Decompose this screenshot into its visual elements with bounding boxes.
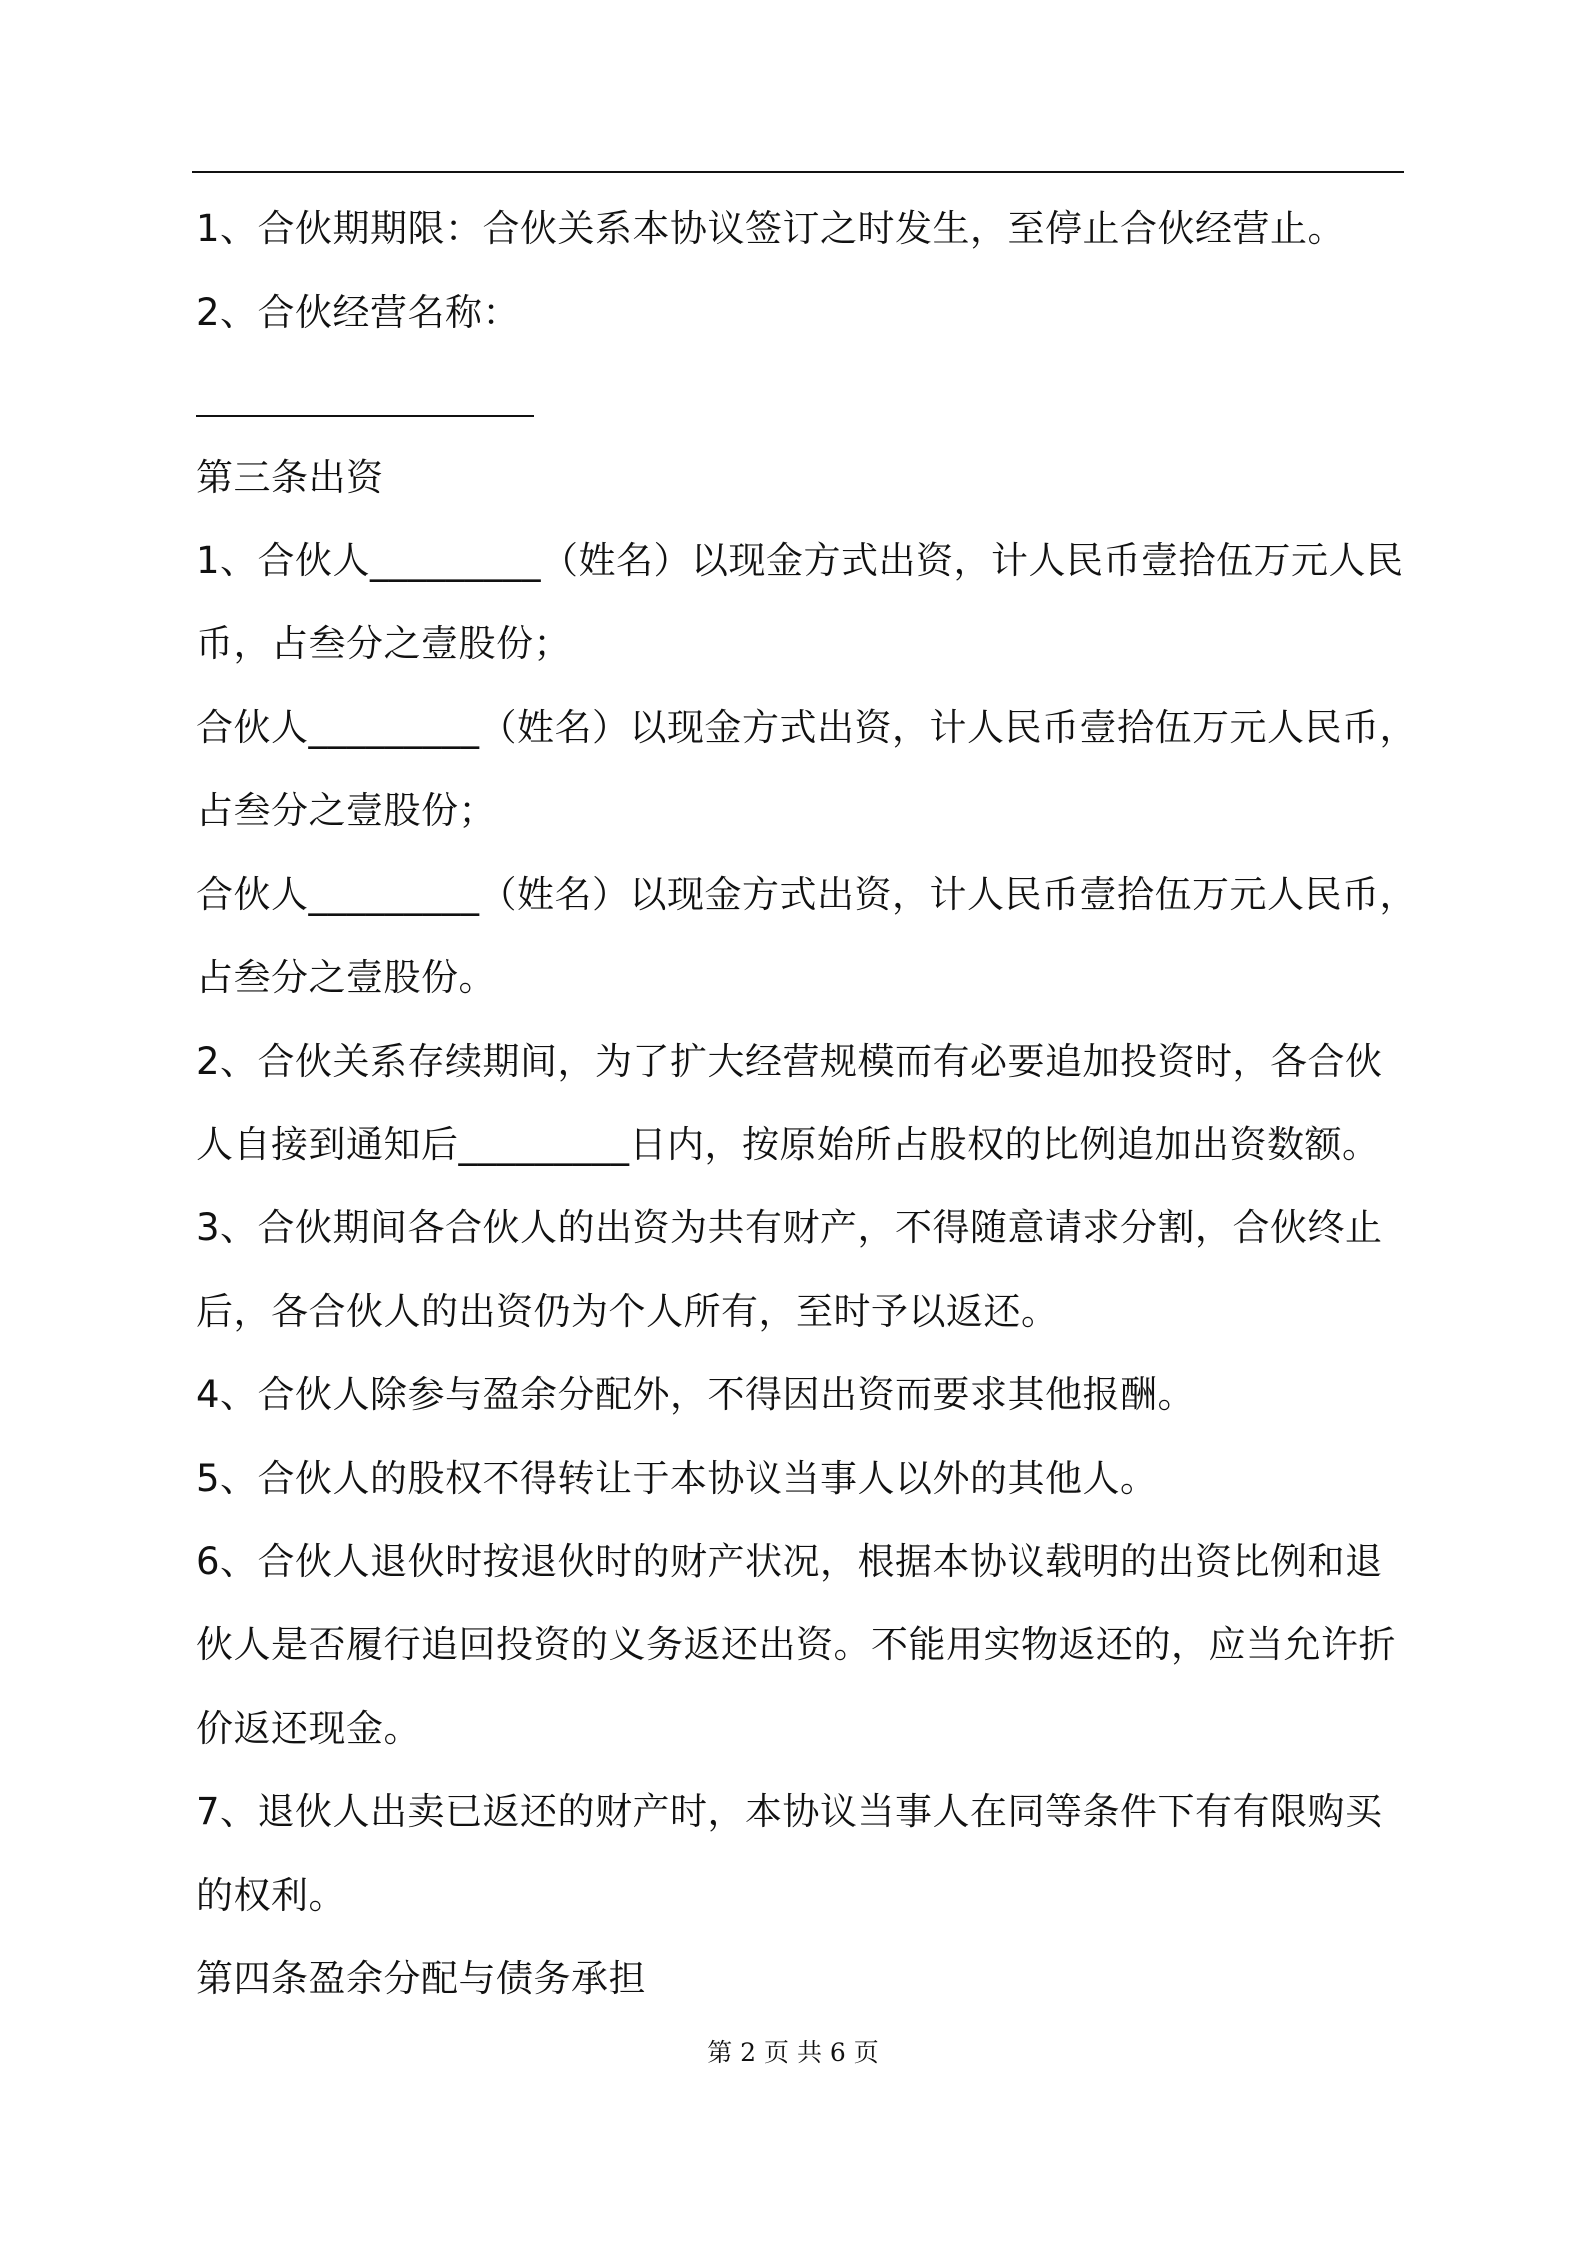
page-number-footer: 第 2 页 共 6 页 <box>707 2038 879 2067</box>
section-heading-4: 第四条盈余分配与债务承担 <box>196 1957 646 2000</box>
clause-name-line: 2、合伙经营名称： <box>196 291 521 334</box>
contribution-1-line-2: 币，占叁分之壹股份； <box>196 622 571 665</box>
name-blank-line <box>196 415 534 417</box>
contribution-3-line-2: 占叁分之壹股份。 <box>196 956 496 999</box>
clause-4-line: 4、合伙人除参与盈余分配外，不得因出资而要求其他报酬。 <box>196 1373 1196 1416</box>
clause-6-line-3: 价返还现金。 <box>196 1707 421 1750</box>
clause-2-line-2: 人自接到通知后_________日内，按原始所占股权的比例追加出资数额。 <box>196 1123 1380 1166</box>
clause-3-line-2: 后，各合伙人的出资仍为个人所有，至时予以返还。 <box>196 1290 1059 1333</box>
section-heading-3: 第三条出资 <box>196 456 384 499</box>
contribution-3-line-1: 合伙人_________（姓名）以现金方式出资，计人民币壹拾伍万元人民币， <box>196 873 1417 916</box>
clause-6-line-2: 伙人是否履行追回投资的义务返还出资。不能用实物返还的，应当允许折 <box>196 1623 1396 1666</box>
clause-7-line-1: 7、退伙人出卖已返还的财产时，本协议当事人在同等条件下有有限购买 <box>196 1790 1383 1833</box>
contribution-1-line-1: 1、合伙人_________（姓名）以现金方式出资，计人民币壹拾伍万元人民 <box>196 539 1404 582</box>
clause-term-line: 1、合伙期期限：合伙关系本协议签订之时发生，至停止合伙经营止。 <box>196 207 1346 250</box>
clause-5-line: 5、合伙人的股权不得转让于本协议当事人以外的其他人。 <box>196 1457 1158 1500</box>
contribution-2-line-1: 合伙人_________（姓名）以现金方式出资，计人民币壹拾伍万元人民币， <box>196 706 1417 749</box>
clause-2-line-1: 2、合伙关系存续期间，为了扩大经营规模而有必要追加投资时，各合伙 <box>196 1040 1383 1083</box>
clause-6-line-1: 6、合伙人退伙时按退伙时的财产状况，根据本协议载明的出资比例和退 <box>196 1540 1383 1583</box>
header-rule <box>192 171 1404 173</box>
clause-3-line-1: 3、合伙期间各合伙人的出资为共有财产，不得随意请求分割，合伙终止 <box>196 1206 1383 1249</box>
contribution-2-line-2: 占叁分之壹股份； <box>196 789 496 832</box>
clause-7-line-2: 的权利。 <box>196 1874 346 1917</box>
